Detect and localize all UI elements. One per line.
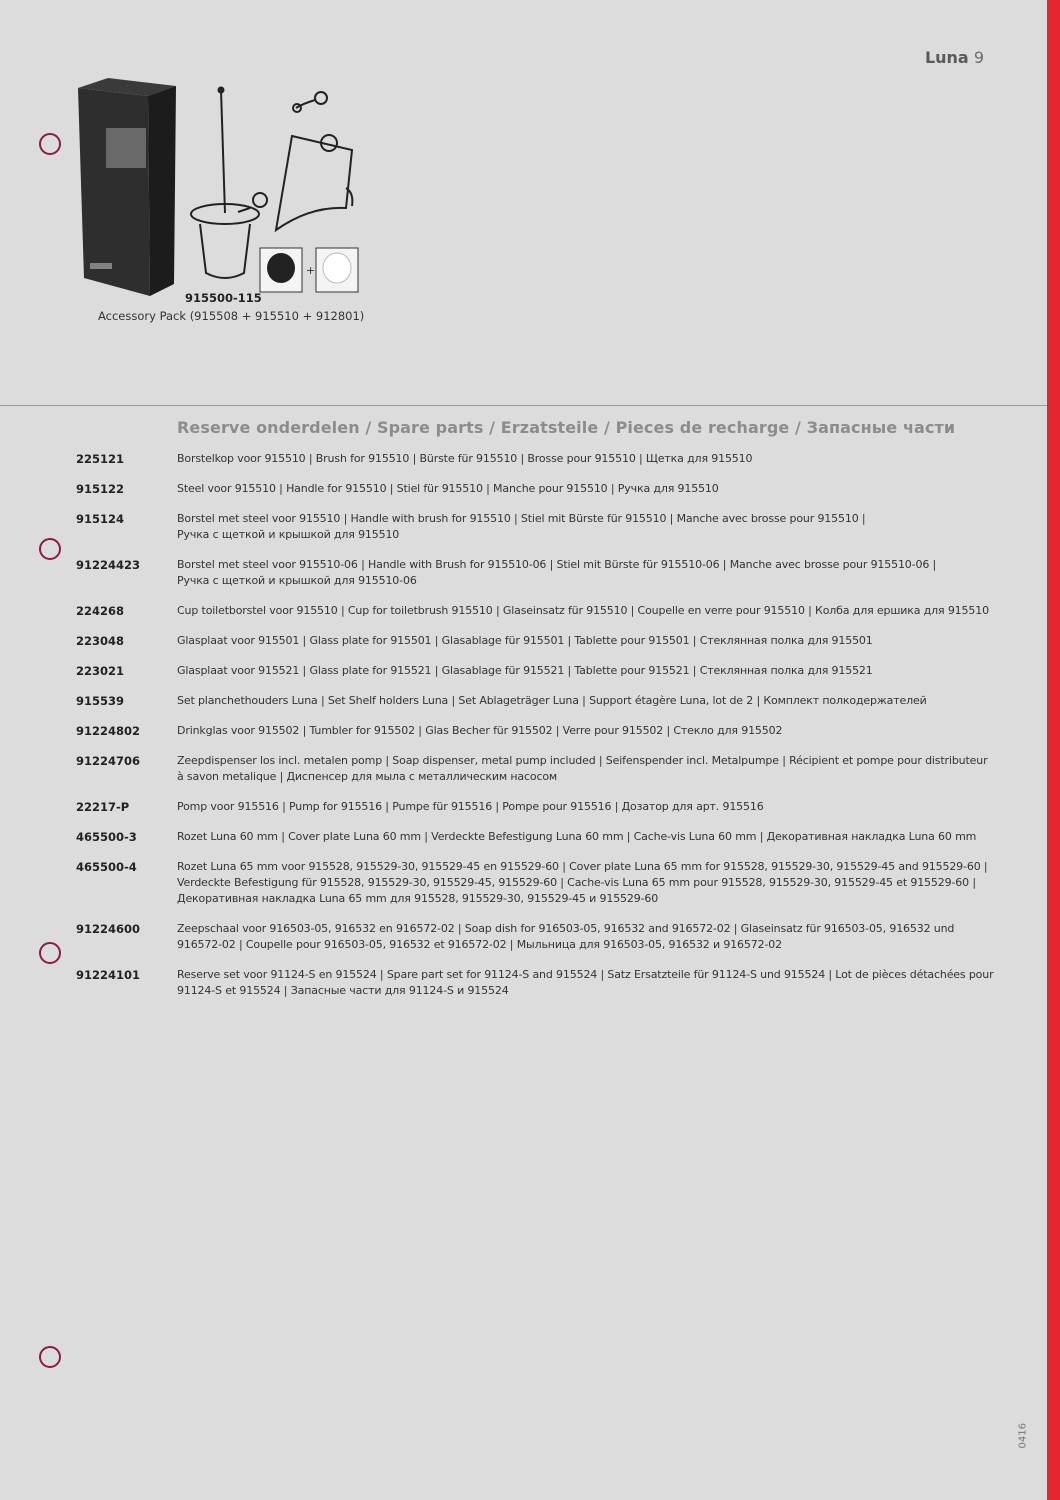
spare-part-code: 465500-4 [76,860,137,874]
svg-text:+: + [306,264,316,277]
spare-part-code: 915124 [76,512,125,526]
spare-part-code: 915122 [76,482,125,496]
spare-part-description: Drinkglas voor 915502 | Tumbler for 915502 | Glas Becher für 915502 | Verre pour 915502 | Стекло для 915502 [177,724,783,737]
spare-parts-heading: Reserve onderdelen / Spare parts / Erzatsteile / Pieces de recharge / Запасные части [177,418,956,437]
spare-part-row [76,921,1001,953]
spare-part-description: Pomp voor 915516 | Pump for 915516 | Pumpe für 915516 | Pompe pour 915516 | Дозатор для арт. 915516 [177,800,764,813]
spare-part-code: 223048 [76,634,125,648]
spare-part-code: 91224423 [76,558,141,572]
spare-part-row [76,451,1001,467]
spare-part-code: 91224802 [76,724,141,738]
spare-part-description: Rozet Luna 65 mm voor 915528, 915529-30, 915529-45 en 915529-60 | Cover plate Luna 65 mm for 915528, 915529-30, 915529-45 and 915529-60 | Verdeckte Befestigung für 915528, 915529-30, 915529-45, 915529-60 | Cache-vis Luna 65 mm pour 915528, 915529-30, 915529-45 et 915529-60 | Декоративная накладка Luna 65 mm для 915528, 915529-30, 915529-45 и 915529-60 [177,860,988,905]
spare-part-row [76,663,1001,679]
spare-part-description: Cup toiletborstel voor 915510 | Cup for toiletbrush 915510 | Glaseinsatz für 915510 | Coupelle en verre pour 915510 | Колба для ершика для 915510 [177,604,989,617]
page-header [925,48,984,67]
section-divider [0,405,1047,406]
spare-part-description: Borstelkop voor 915510 | Brush for 915510 | Bürste für 915510 | Brosse pour 915510 | Щетка для 915510 [177,452,753,465]
spare-part-row [76,633,1001,649]
spare-part-code: 465500-3 [76,830,137,844]
spare-part-row [76,859,1001,907]
spare-part-row [76,967,1001,999]
spare-part-code: 22217-P [76,800,130,814]
binder-hole-icon [39,1346,61,1368]
spare-part-code: 91224600 [76,922,141,936]
spare-part-row [76,693,1001,709]
spare-part-row [76,799,1001,815]
spare-part-code: 224268 [76,604,125,618]
robe-hook-image [293,92,327,112]
spare-part-description: Reserve set voor 91124-S en 915524 | Spare part set for 91124-S and 915524 | Satz Ersatzteile für 91124-S und 915524 | Lot de pièces détachées pour 91124-S et 915524 | Запасные части для 91124-S и 915524 [177,968,994,997]
binder-hole-icon [39,133,61,155]
spare-part-code: 91224101 [76,968,141,982]
spare-part-description: Glasplaat voor 915521 | Glass plate for 915521 | Glasablage für 915521 | Tablette pour 915521 | Стеклянная полка для 915521 [177,664,873,677]
spare-part-row [76,511,1001,543]
product-description: Accessory Pack (915508 + 915510 + 912801) [98,309,365,323]
spare-part-row [76,481,1001,497]
spare-part-row [76,603,1001,619]
spare-part-row [76,829,1001,845]
spare-part-code: 223021 [76,664,125,678]
packaging-box-image [78,78,176,296]
spare-part-description: Zeepschaal voor 916503-05, 916532 en 916572-02 | Soap dish for 916503-05, 916532 and 916572-02 | Glaseinsatz für 916503-05, 916532 und 916572-02 | Coupelle pour 916503-05, 916532 et 916572-02 | Мыльница для 916503-05, 916532 и 916572-02 [177,922,955,951]
spare-part-row [76,753,1001,785]
spare-part-row [76,723,1001,739]
toilet-brush-image [191,88,267,279]
product-illustration [70,78,370,298]
spare-part-description: Glasplaat voor 915501 | Glass plate for 915501 | Glasablage für 915501 | Tablette pour 915501 | Стеклянная полка для 915501 [177,634,873,647]
spare-part-description: Rozet Luna 60 mm | Cover plate Luna 60 mm | Verdeckte Befestigung Luna 60 mm | Cache-vis Luna 60 mm | Декоративная накладка Luna 60 mm [177,830,977,843]
spare-part-code: 225121 [76,452,125,466]
spare-parts-list [76,451,1001,1013]
spare-part-description: Set planchethouders Luna | Set Shelf holders Luna | Set Ablageträger Luna | Support étagère Luna, lot de 2 | Комплект полкодержателей [177,694,927,707]
brand-name: Luna [924,48,969,67]
paper-holder-image [276,135,352,230]
spare-part-description: Steel voor 915510 | Handle for 915510 | Stiel für 915510 | Manche pour 915510 | Ручка для 915510 [177,482,719,495]
product-sku: 915500-115 [185,291,262,305]
binder-hole-icon [39,942,61,964]
spare-part-code: 91224706 [76,754,141,768]
document-code: 0416 [1017,1423,1028,1449]
spare-part-code: 915539 [76,694,125,708]
binder-hole-icon [39,538,61,560]
spare-part-description: Borstel met steel voor 915510-06 | Handle with Brush for 915510-06 | Stiel mit Bürste für 915510-06 | Manche avec brosse pour 915510-06 | Ручка с щеткой и крышкой для 915510-06 [177,558,937,587]
spare-part-row [76,557,1001,589]
page-number: 9 [973,48,984,67]
spare-part-description: Zeepdispenser los incl. metalen pomp | Soap dispenser, metal pump included | Seifenspender incl. Metalpumpe | Récipient et pompe pour distributeur à savon metalique | Диспенсер для мыла с металлическим насосом [177,754,988,783]
edge-accent-bar [1047,0,1060,1500]
spare-part-description: Borstel met steel voor 915510 | Handle with brush for 915510 | Stiel mit Bürste für 915510 | Manche avec brosse pour 915510 | Ручка с щеткой и крышкой для 915510 [177,512,866,541]
